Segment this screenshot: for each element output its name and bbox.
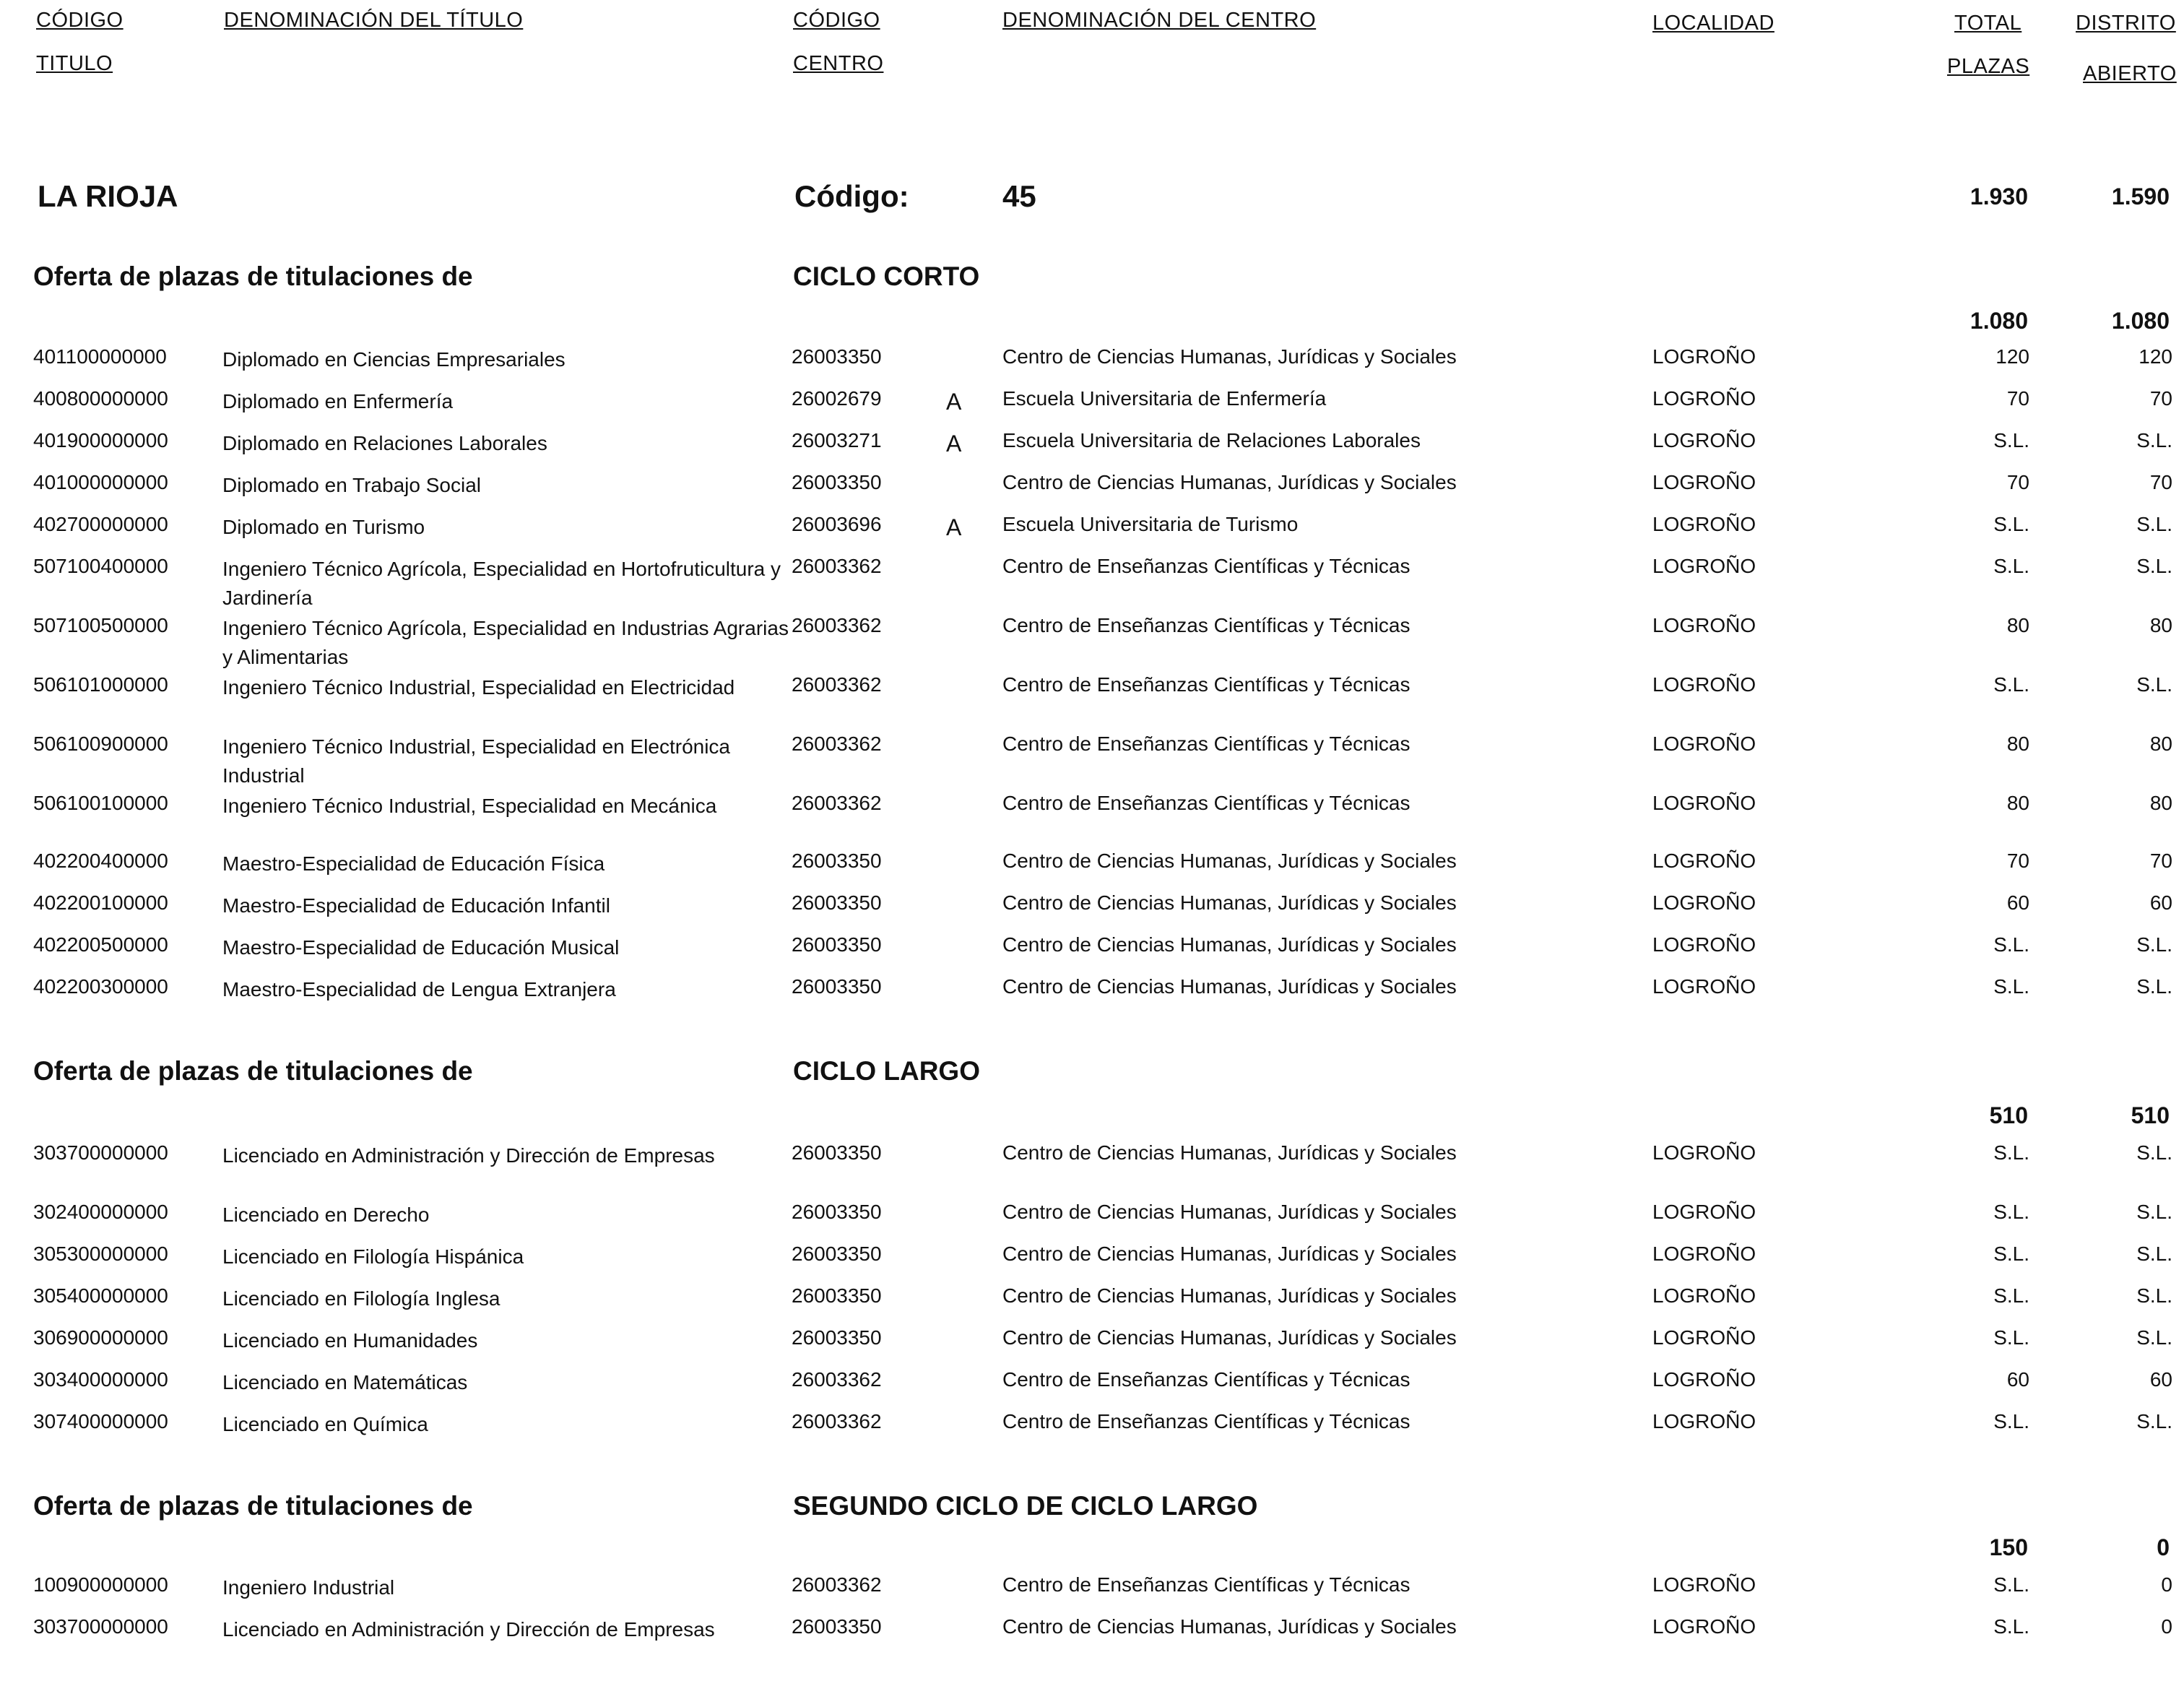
title-code-cell: 507100500000 [33, 614, 168, 636]
total-plazas-cell: S.L. [1993, 1284, 2029, 1307]
center-code-cell: 26003362 [792, 555, 882, 577]
locality-cell: LOGROÑO [1652, 345, 1756, 368]
total-plazas-cell: 70 [2006, 850, 2029, 872]
total-plazas-cell: 80 [2006, 614, 2029, 636]
total-plazas-cell: 80 [2006, 792, 2029, 814]
title-name-cell: Ingeniero Técnico Industrial, Especialidad en Electrónica Industrial [222, 735, 731, 787]
center-code-cell: 26003350 [792, 933, 882, 956]
center-name-cell: Centro de Enseñanzas Científicas y Técnicas [1002, 792, 1410, 814]
title-name-cell: Ingeniero Técnico Industrial, Especialidad en Electricidad [222, 676, 735, 699]
title-code-cell: 401000000000 [33, 471, 168, 493]
center-code-cell: 26003362 [792, 673, 882, 696]
title-code-cell: 402200100000 [33, 891, 168, 914]
header-centro: CENTRO [793, 52, 884, 75]
center-name-cell: Centro de Ciencias Humanas, Jurídicas y Sociales [1002, 891, 1457, 914]
center-code-cell: 26003350 [792, 975, 882, 998]
total-plazas-cell: S.L. [1993, 933, 2029, 956]
total-plazas-cell: 120 [1996, 345, 2029, 368]
center-name-cell: Centro de Ciencias Humanas, Jurídicas y Sociales [1002, 1326, 1457, 1349]
header-denominacion-centro: DENOMINACIÓN DEL CENTRO [1002, 9, 1317, 32]
center-code-cell: 26003350 [792, 345, 882, 368]
distrito-abierto-cell: S.L. [2136, 1410, 2172, 1432]
section-label: Oferta de plazas de titulaciones de [33, 1056, 473, 1086]
title-code-cell: 303700000000 [33, 1615, 168, 1638]
distrito-abierto-cell: S.L. [2136, 1201, 2172, 1223]
section-cycle: CICLO LARGO [793, 1056, 980, 1086]
title-code-cell: 506100900000 [33, 733, 168, 755]
section-cycle: CICLO CORTO [793, 262, 980, 291]
distrito-abierto-cell: 80 [2149, 792, 2172, 814]
title-name-cell: Diplomado en Ciencias Empresariales [222, 348, 566, 371]
total-plazas-cell: S.L. [1993, 513, 2029, 535]
total-plazas-cell: 80 [2006, 733, 2029, 755]
title-name-cell: Licenciado en Derecho [222, 1203, 430, 1226]
locality-cell: LOGROÑO [1652, 933, 1756, 956]
title-code-cell: 402200300000 [33, 975, 168, 998]
title-code-cell: 402200400000 [33, 850, 168, 872]
locality-cell: LOGROÑO [1652, 1326, 1756, 1349]
locality-cell: LOGROÑO [1652, 429, 1756, 451]
title-code-cell: 507100400000 [33, 555, 168, 577]
total-plazas-cell: 70 [2006, 387, 2029, 410]
region-total-plazas: 1.930 [1970, 183, 2028, 209]
distrito-abierto-cell: 60 [2149, 891, 2172, 914]
locality-cell: LOGROÑO [1652, 1573, 1756, 1596]
locality-cell: LOGROÑO [1652, 387, 1756, 410]
locality-cell: LOGROÑO [1652, 1141, 1756, 1164]
center-code-cell: 26003350 [792, 1615, 882, 1638]
center-name-cell: Centro de Ciencias Humanas, Jurídicas y Sociales [1002, 1615, 1457, 1638]
center-name-cell: Escuela Universitaria de Enfermería [1002, 387, 1327, 410]
locality-cell: LOGROÑO [1652, 1284, 1756, 1307]
center-name-cell: Centro de Ciencias Humanas, Jurídicas y Sociales [1002, 345, 1457, 368]
distrito-abierto-cell: 80 [2149, 733, 2172, 755]
distrito-abierto-cell: 70 [2149, 850, 2172, 872]
center-name-cell: Centro de Enseñanzas Científicas y Técnicas [1002, 555, 1410, 577]
header-codigo-centro: CÓDIGO [793, 9, 880, 32]
region-name: LA RIOJA [38, 179, 178, 213]
locality-cell: LOGROÑO [1652, 792, 1756, 814]
locality-cell: LOGROÑO [1652, 614, 1756, 636]
title-name-cell: Ingeniero Técnico Agrícola, Especialidad en Hortofruticultura y Jardinería [222, 558, 781, 609]
distrito-abierto-cell: 0 [2161, 1573, 2172, 1596]
title-code-cell: 303700000000 [33, 1141, 168, 1164]
header-localidad: LOCALIDAD [1652, 12, 1774, 35]
locality-cell: LOGROÑO [1652, 850, 1756, 872]
locality-cell: LOGROÑO [1652, 471, 1756, 493]
distrito-abierto-cell: S.L. [2136, 1141, 2172, 1164]
title-name-cell: Licenciado en Humanidades [222, 1329, 478, 1352]
title-code-cell: 401900000000 [33, 429, 168, 451]
title-code-cell: 402700000000 [33, 513, 168, 535]
center-name-cell: Escuela Universitaria de Relaciones Laborales [1002, 429, 1421, 451]
title-code-cell: 506100100000 [33, 792, 168, 814]
total-plazas-cell: S.L. [1993, 673, 2029, 696]
distrito-abierto-cell: S.L. [2136, 429, 2172, 451]
center-code-cell: 26003350 [792, 471, 882, 493]
title-code-cell: 402200500000 [33, 933, 168, 956]
title-code-cell: 303400000000 [33, 1368, 168, 1391]
center-name-cell: Centro de Enseñanzas Científicas y Técnicas [1002, 673, 1410, 696]
distrito-abierto-cell: 60 [2149, 1368, 2172, 1391]
distrito-abierto-cell: S.L. [2136, 1243, 2172, 1265]
title-name-cell: Ingeniero Industrial [222, 1576, 395, 1599]
center-code-cell: 26003350 [792, 1243, 882, 1265]
title-code-cell: 306900000000 [33, 1326, 168, 1349]
locality-cell: LOGROÑO [1652, 1410, 1756, 1432]
title-name-cell: Diplomado en Turismo [222, 516, 425, 538]
section-distrito-abierto: 0 [2157, 1534, 2170, 1560]
center-name-cell: Centro de Ciencias Humanas, Jurídicas y Sociales [1002, 933, 1457, 956]
distrito-abierto-cell: 80 [2149, 614, 2172, 636]
total-plazas-cell: S.L. [1993, 1141, 2029, 1164]
total-plazas-cell: S.L. [1993, 1410, 2029, 1432]
title-name-cell: Diplomado en Trabajo Social [222, 474, 481, 496]
center-name-cell: Centro de Ciencias Humanas, Jurídicas y Sociales [1002, 975, 1457, 998]
header-plazas: PLAZAS [1947, 55, 2030, 78]
center-name-cell: Centro de Ciencias Humanas, Jurídicas y Sociales [1002, 471, 1457, 493]
header-total: TOTAL [1954, 12, 2022, 35]
section-label: Oferta de plazas de titulaciones de [33, 1491, 473, 1521]
center-name-cell: Centro de Ciencias Humanas, Jurídicas y Sociales [1002, 1284, 1457, 1307]
locality-cell: LOGROÑO [1652, 1243, 1756, 1265]
locality-cell: LOGROÑO [1652, 555, 1756, 577]
title-name-cell: Licenciado en Filología Hispánica [222, 1245, 524, 1268]
title-name-cell: Maestro-Especialidad de Lengua Extranjera [222, 978, 616, 1001]
total-plazas-cell: S.L. [1993, 1615, 2029, 1638]
title-name-cell: Diplomado en Relaciones Laborales [222, 432, 547, 454]
title-name-cell: Ingeniero Técnico Industrial, Especialidad en Mecánica [222, 795, 717, 817]
distrito-abierto-cell: 70 [2149, 387, 2172, 410]
center-code-cell: 26003350 [792, 1201, 882, 1223]
total-plazas-cell: S.L. [1993, 1573, 2029, 1596]
region-code-label: Código: [794, 179, 909, 213]
center-code-cell: 26003271 [792, 429, 882, 451]
region-code: 45 [1002, 179, 1036, 213]
title-code-cell: 305300000000 [33, 1243, 168, 1265]
center-code-cell: 26003350 [792, 1284, 882, 1307]
title-name-cell: Maestro-Especialidad de Educación Musical [222, 936, 620, 959]
total-plazas-cell: S.L. [1993, 555, 2029, 577]
title-name-cell: Ingeniero Técnico Agrícola, Especialidad en Industrias Agrarias y Alimentarias [222, 617, 789, 668]
distrito-abierto-cell: S.L. [2136, 513, 2172, 535]
title-code-cell: 307400000000 [33, 1410, 168, 1432]
total-plazas-cell: 60 [2006, 891, 2029, 914]
center-flag-cell: A [946, 431, 962, 457]
title-name-cell: Licenciado en Filología Inglesa [222, 1287, 500, 1310]
center-code-cell: 26003696 [792, 513, 882, 535]
center-name-cell: Centro de Ciencias Humanas, Jurídicas y Sociales [1002, 850, 1457, 872]
section-cycle: SEGUNDO CICLO DE CICLO LARGO [793, 1491, 1258, 1521]
center-flag-cell: A [946, 389, 962, 415]
total-plazas-cell: 70 [2006, 471, 2029, 493]
total-plazas-cell: S.L. [1993, 429, 2029, 451]
distrito-abierto-cell: S.L. [2136, 555, 2172, 577]
center-code-cell: 26003362 [792, 733, 882, 755]
header-denominacion-titulo: DENOMINACIÓN DEL TÍTULO [224, 9, 524, 32]
center-code-cell: 26003362 [792, 1573, 882, 1596]
locality-cell: LOGROÑO [1652, 673, 1756, 696]
section-total-plazas: 150 [1989, 1534, 2028, 1560]
section-distrito-abierto: 1.080 [2111, 308, 2170, 334]
section-total-plazas: 1.080 [1970, 308, 2028, 334]
header-titulo: TITULO [36, 52, 113, 75]
locality-cell: LOGROÑO [1652, 513, 1756, 535]
header-abierto: ABIERTO [2083, 62, 2177, 85]
header-codigo: CÓDIGO [36, 9, 124, 32]
distrito-abierto-cell: S.L. [2136, 1284, 2172, 1307]
center-code-cell: 26003362 [792, 792, 882, 814]
title-code-cell: 305400000000 [33, 1284, 168, 1307]
center-name-cell: Centro de Enseñanzas Científicas y Técnicas [1002, 1410, 1410, 1432]
title-name-cell: Maestro-Especialidad de Educación Física [222, 852, 605, 875]
title-code-cell: 401100000000 [33, 345, 167, 368]
title-code-cell: 302400000000 [33, 1201, 168, 1223]
section-distrito-abierto: 510 [2131, 1102, 2170, 1128]
center-name-cell: Centro de Ciencias Humanas, Jurídicas y Sociales [1002, 1243, 1457, 1265]
total-plazas-cell: S.L. [1993, 1201, 2029, 1223]
center-name-cell: Centro de Ciencias Humanas, Jurídicas y Sociales [1002, 1141, 1457, 1164]
region-distrito-abierto: 1.590 [2111, 183, 2170, 209]
locality-cell: LOGROÑO [1652, 1615, 1756, 1638]
title-code-cell: 506101000000 [33, 673, 168, 696]
center-name-cell: Centro de Ciencias Humanas, Jurídicas y Sociales [1002, 1201, 1457, 1223]
total-plazas-cell: S.L. [1993, 1326, 2029, 1349]
locality-cell: LOGROÑO [1652, 1368, 1756, 1391]
center-code-cell: 26003350 [792, 1141, 882, 1164]
center-code-cell: 26003362 [792, 1368, 882, 1391]
center-name-cell: Centro de Enseñanzas Científicas y Técnicas [1002, 1368, 1410, 1391]
center-code-cell: 26003362 [792, 1410, 882, 1432]
title-name-cell: Maestro-Especialidad de Educación Infantil [222, 894, 610, 917]
title-name-cell: Licenciado en Química [222, 1413, 428, 1435]
locality-cell: LOGROÑO [1652, 891, 1756, 914]
center-code-cell: 26003350 [792, 1326, 882, 1349]
section-total-plazas: 510 [1989, 1102, 2028, 1128]
center-code-cell: 26003350 [792, 891, 882, 914]
title-name-cell: Licenciado en Administración y Dirección de Empresas [222, 1144, 715, 1167]
title-name-cell: Licenciado en Administración y Dirección de Empresas [222, 1618, 715, 1641]
distrito-abierto-cell: S.L. [2136, 1326, 2172, 1349]
locality-cell: LOGROÑO [1652, 975, 1756, 998]
distrito-abierto-cell: S.L. [2136, 933, 2172, 956]
title-code-cell: 100900000000 [33, 1573, 168, 1596]
section-label: Oferta de plazas de titulaciones de [33, 262, 473, 291]
distrito-abierto-cell: S.L. [2136, 673, 2172, 696]
center-code-cell: 26003350 [792, 850, 882, 872]
center-name-cell: Centro de Enseñanzas Científicas y Técnicas [1002, 1573, 1410, 1596]
total-plazas-cell: S.L. [1993, 975, 2029, 998]
center-flag-cell: A [946, 514, 962, 540]
locality-cell: LOGROÑO [1652, 1201, 1756, 1223]
total-plazas-cell: 60 [2006, 1368, 2029, 1391]
distrito-abierto-cell: 120 [2138, 345, 2172, 368]
distrito-abierto-cell: 0 [2161, 1615, 2172, 1638]
locality-cell: LOGROÑO [1652, 733, 1756, 755]
total-plazas-cell: S.L. [1993, 1243, 2029, 1265]
center-code-cell: 26003362 [792, 614, 882, 636]
distrito-abierto-cell: S.L. [2136, 975, 2172, 998]
distrito-abierto-cell: 70 [2149, 471, 2172, 493]
center-name-cell: Escuela Universitaria de Turismo [1002, 513, 1299, 535]
title-name-cell: Licenciado en Matemáticas [222, 1371, 468, 1393]
header-distrito: DISTRITO [2076, 12, 2176, 35]
center-name-cell: Centro de Enseñanzas Científicas y Técnicas [1002, 614, 1410, 636]
title-name-cell: Diplomado en Enfermería [222, 390, 454, 412]
title-code-cell: 400800000000 [33, 387, 168, 410]
center-code-cell: 26002679 [792, 387, 882, 410]
center-name-cell: Centro de Enseñanzas Científicas y Técnicas [1002, 733, 1410, 755]
